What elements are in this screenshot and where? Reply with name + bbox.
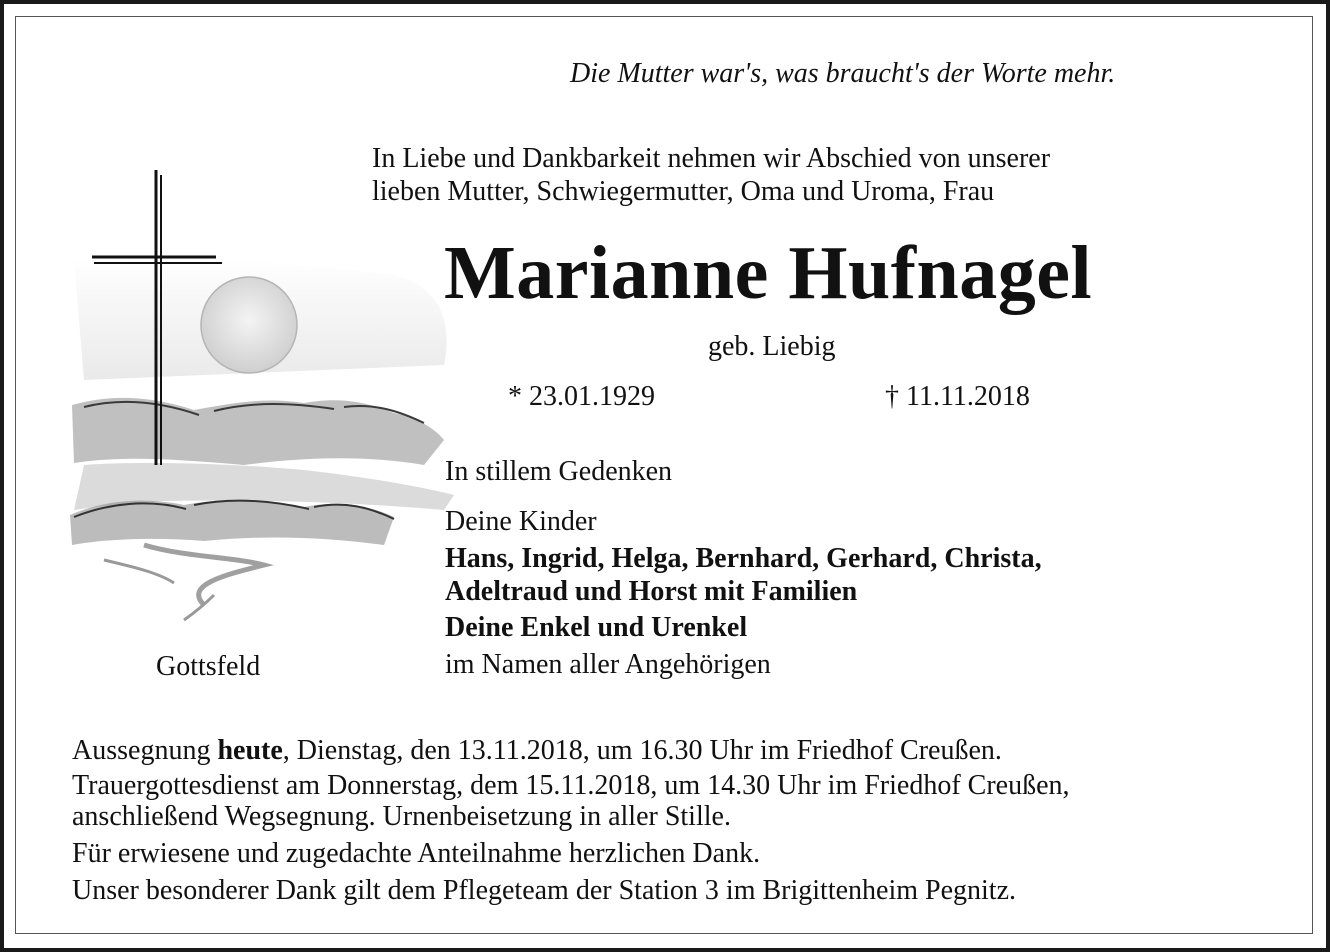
funeral-line-1-bold: heute bbox=[217, 735, 283, 766]
winding-path bbox=[144, 545, 264, 605]
funeral-line-1 bbox=[72, 732, 1292, 769]
place-name: Gottsfeld bbox=[156, 651, 261, 682]
intro-text bbox=[372, 142, 1050, 208]
funeral-line-4: Für erwiesene und zugedachte Anteilnahme herzlichen Dank. bbox=[72, 838, 761, 869]
intro-line-1: In Liebe und Dankbarkeit nehmen wir Abschied von unserer bbox=[372, 143, 1051, 174]
children-label: Deine Kinder bbox=[445, 506, 597, 537]
funeral-line-3: anschließend Wegsegnung. Urnenbeisetzung in aller Stille. bbox=[72, 801, 731, 832]
children-names-line-2: Adeltraud und Horst mit Familien bbox=[445, 576, 858, 607]
funeral-line-1-post: , Dienstag, den 13.11.2018, um 16.30 Uhr im Friedhof Creußen. bbox=[282, 735, 1002, 766]
in-memory-text: In stillem Gedenken bbox=[445, 456, 673, 487]
intro-line-2: lieben Mutter, Schwiegermutter, Oma und Uroma, Frau bbox=[372, 176, 995, 207]
relatives-text: im Namen aller Angehörigen bbox=[445, 649, 771, 680]
cross-sunset-landscape-icon bbox=[64, 165, 464, 635]
deceased-name: Marianne Hufnagel bbox=[444, 231, 1093, 315]
funeral-details bbox=[72, 732, 1292, 909]
grandchildren-label: Deine Enkel und Urenkel bbox=[445, 612, 748, 643]
funeral-line-1-pre: Aussegnung bbox=[72, 735, 218, 766]
children-names-line-1: Hans, Ingrid, Helga, Bernhard, Gerhard, Christa, bbox=[445, 543, 1042, 574]
motto: Die Mutter war's, was braucht's der Worte mehr. bbox=[570, 58, 1116, 89]
distant-hills bbox=[72, 398, 444, 465]
maiden-name: geb. Liebig bbox=[708, 331, 836, 362]
children-names bbox=[445, 542, 1042, 608]
foreground-dunes bbox=[70, 500, 394, 545]
funeral-line-5: Unser besonderer Dank gilt dem Pflegeteam der Station 3 im Brigittenheim Pegnitz. bbox=[72, 875, 1017, 906]
death-date: † 11.11.2018 bbox=[885, 381, 1030, 412]
sun bbox=[201, 277, 297, 373]
birth-date: * 23.01.1929 bbox=[508, 381, 655, 412]
funeral-line-2: Trauergottesdienst am Donnerstag, dem 15.11.2018, um 14.30 Uhr im Friedhof Creußen, bbox=[72, 770, 1070, 801]
